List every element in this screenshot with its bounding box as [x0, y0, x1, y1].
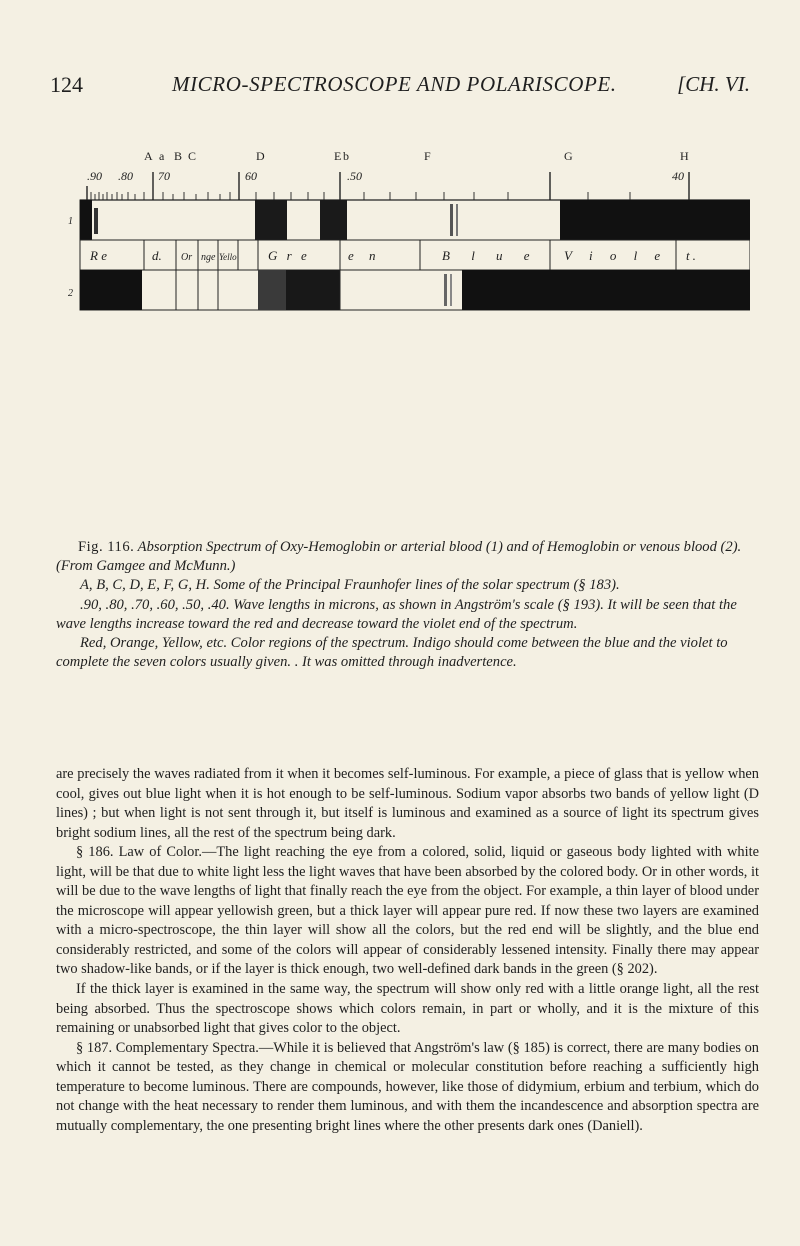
line-label-E: E — [334, 149, 342, 163]
line-label-F: F — [424, 149, 431, 163]
region-violet-2: t. — [686, 248, 699, 263]
line-label-C: C — [188, 149, 197, 163]
region-yellow: Yello — [219, 252, 237, 262]
spectrum-row-2 — [80, 270, 750, 310]
region-orange-1: Or — [181, 252, 193, 263]
line-label-a: a — [159, 149, 165, 163]
line-label-H: H — [680, 149, 689, 163]
region-blue: B l u e — [442, 248, 539, 263]
region-orange-2: nge — [201, 252, 216, 263]
running-title: MICRO-SPECTROSCOPE AND POLARISCOPE. — [172, 72, 617, 96]
wavelength-90: .90 — [87, 169, 102, 183]
line-label-G: G — [564, 149, 573, 163]
line-label-D: D — [256, 149, 265, 163]
wavelength-labels — [87, 169, 684, 183]
line-label-A: A — [144, 149, 153, 163]
paragraph-law-of-color: § 186. Law of Color.—The light reaching the eye from a colored, solid, liquid or gaseous body lighted with white light, will be that due to white light less the light waves that have been absorbed by the colored body. Or in other words, it will be due to the wave lengths of light that finally reach the eye from the object. For example, a thin layer of blood under the microscope will appear yellowish green, but a thick layer will appear pure red. If now these two layers are examined with a micro-spectroscope, the thin layer will show all the colors, but the red end will be slightly, and the blue end considerably restricted, and some of the colors will appear of considerably lessened intensity. Finally there may appear two shadow-like bands, or if the layer is thick enough, two well-defined dark bands in the green (§ 202). — [56, 844, 759, 978]
paragraph-thick-layer: If the thick layer is examined in the same way, the spectrum will show only red with a little orange light, all the rest being absorbed. Thus the spectroscope shows which colors remain, in part or wholly, and it is the mixture of this remaining or unabsorbed light that gives color to the object. — [56, 981, 759, 1037]
fraunhofer-line-labels — [144, 149, 689, 163]
figure-caption — [56, 538, 756, 672]
line-label-B: B — [174, 149, 183, 163]
spectrum-row-2-marker: 2 — [68, 288, 73, 299]
caption-color-regions: Red, Orange, Yellow, etc. Color regions of the spectrum. Indigo should come between the blue and the violet to complete the seven colors usually given. . It was omitted through inadvertence. — [56, 635, 728, 671]
page-number: 124 — [50, 72, 83, 97]
region-red-2: d. — [152, 248, 162, 263]
paragraph-1: are precisely the waves radiated from it when it becomes self-luminous. For example, a piece of glass that is yellow when cool, gives out blue light when it is hot enough to be self-luminous. Sodium vapor absorbs two bands of yellow light (D lines) ; but when light is not sent through it, but itself is luminous and examined as a source of light its spectrum gives bright sodium lines, all the rest of the spectrum being dark. — [56, 766, 759, 841]
region-green-2: e n — [348, 248, 382, 263]
wavelength-40: 40 — [672, 169, 684, 183]
color-regions-band — [80, 240, 750, 270]
wavelength-50: .50 — [347, 169, 362, 183]
body-text — [56, 765, 759, 1136]
figure-label: Fig. 116. — [78, 539, 135, 555]
chapter-label: [CH. VI. — [677, 72, 750, 96]
paragraph-complementary-spectra: § 187. Complementary Spectra.—While it is believed that Angström's law (§ 185) is correct, there are many bodies on which it cannot be tested, as they change in chemical or molecular constitution before reaching a sufficiently high temperature to become luminous. There are compounds, however, like those of didymium, erbium and terbium, which do not change with the heat necessary to render them luminous, and with them the incandescence and absorption spectra are mutually complementary, the one presenting bright lines where the other presents dark ones (Daniell). — [56, 1039, 759, 1134]
caption-wavelengths: .90, .80, .70, .60, .50, .40. Wave lengths in microns, as shown in Angström's scale (§ 193). It will be seen that the wave lengths increase toward the red and decrease toward the violet end of the spectrum. — [56, 596, 737, 632]
spectrum-figure — [60, 148, 750, 550]
line-label-b: b — [343, 149, 349, 163]
caption-fraunhofer: A, B, C, D, E, F, G, H. Some of the Principal Fraunhofer lines of the solar spectrum (§ 183). — [80, 577, 620, 594]
wavelength-80: .80 — [118, 169, 133, 183]
spectrum-row-1 — [80, 200, 750, 240]
spectrum-row-1-marker: 1 — [68, 216, 73, 227]
region-green-1: G r e — [268, 248, 310, 263]
wavelength-scale — [80, 172, 750, 200]
page-header — [50, 72, 750, 102]
wavelength-70: 70 — [158, 169, 170, 183]
region-violet-1: V i o l e — [564, 248, 668, 263]
spectrum-diagram — [60, 148, 750, 550]
caption-title: Absorption Spectrum of Oxy-Hemoglobin or arterial blood (1) and of Hemoglobin or venous blood (2). (From Gamgee and McMunn.) — [56, 539, 742, 575]
wavelength-60: 60 — [245, 169, 257, 183]
region-red-1: R e — [90, 248, 107, 263]
